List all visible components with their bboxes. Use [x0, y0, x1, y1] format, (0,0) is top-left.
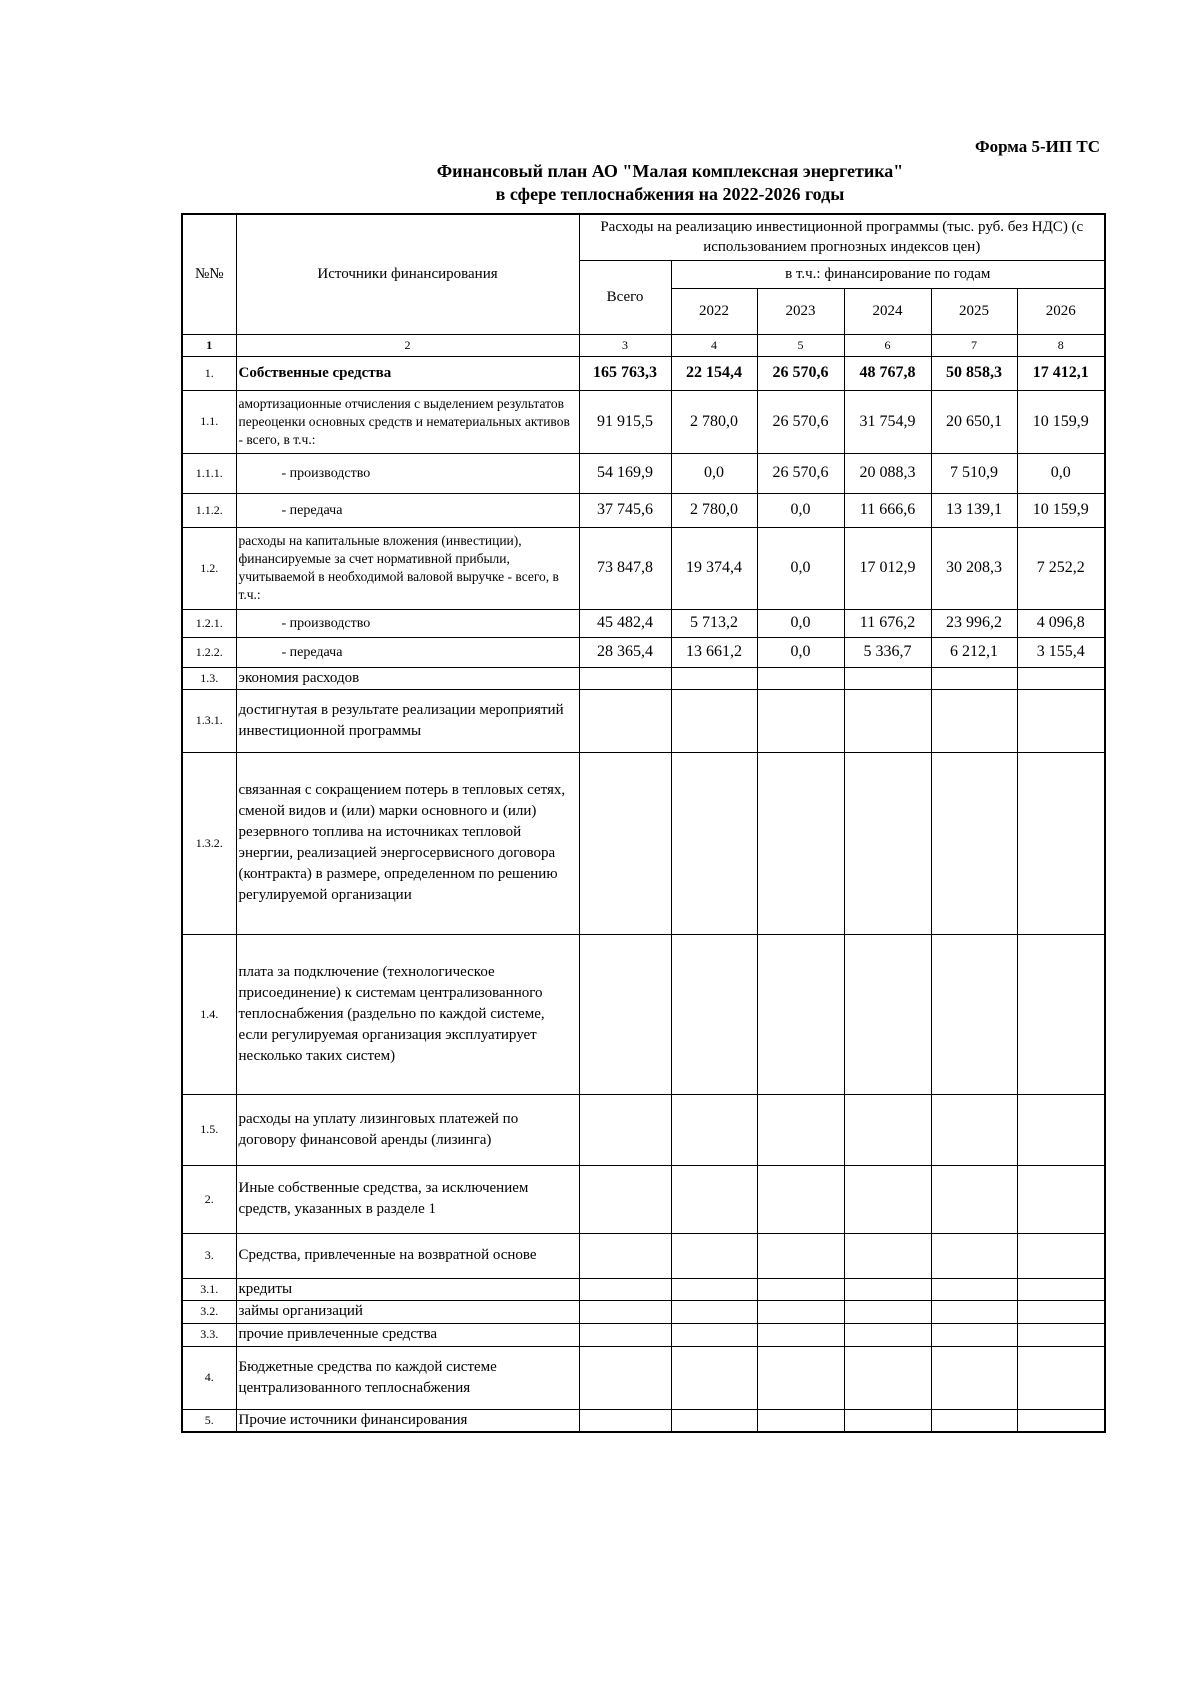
row-value-year: [757, 934, 844, 1094]
document-title: [0, 160, 1200, 206]
row-value-total: [579, 1233, 671, 1278]
row-value-total: [579, 1323, 671, 1346]
table-row: [182, 689, 1105, 752]
col-number: 5: [757, 334, 844, 356]
row-value-year: [931, 1233, 1017, 1278]
row-value-total: 45 482,4: [579, 609, 671, 637]
table-row: [182, 609, 1105, 637]
row-source-name: займы организаций: [236, 1300, 579, 1323]
row-value-year: 0,0: [757, 527, 844, 609]
row-value-year: [844, 667, 931, 689]
row-value-year: [931, 934, 1017, 1094]
row-value-year: 0,0: [671, 453, 757, 493]
row-value-year: [931, 1278, 1017, 1300]
row-value-year: 7 510,9: [931, 453, 1017, 493]
row-number: 1.: [182, 356, 236, 390]
col-number: 4: [671, 334, 757, 356]
row-value-year: [844, 752, 931, 934]
row-value-year: 11 676,2: [844, 609, 931, 637]
row-value-year: 31 754,9: [844, 390, 931, 453]
row-value-year: 11 666,6: [844, 493, 931, 527]
row-number: 1.4.: [182, 934, 236, 1094]
row-number: 1.3.1.: [182, 689, 236, 752]
table-row: [182, 1409, 1105, 1432]
row-value-year: [931, 1165, 1017, 1233]
table-row: [182, 527, 1105, 609]
row-value-year: [671, 1094, 757, 1165]
row-number: 1.2.: [182, 527, 236, 609]
row-number: 1.2.1.: [182, 609, 236, 637]
row-value-year: [1017, 1094, 1105, 1165]
row-number: 1.5.: [182, 1094, 236, 1165]
row-value-year: 5 713,2: [671, 609, 757, 637]
row-value-year: [1017, 689, 1105, 752]
title-line-2: в сфере теплоснабжения на 2022-2026 годы: [495, 184, 845, 204]
row-value-year: 0,0: [757, 637, 844, 667]
header-year-2024: 2024: [844, 288, 931, 334]
row-source-name: - производство: [236, 453, 579, 493]
table-row: [182, 356, 1105, 390]
row-value-total: [579, 934, 671, 1094]
row-value-year: 2 780,0: [671, 493, 757, 527]
table-row: [182, 667, 1105, 689]
row-source-name: расходы на уплату лизинговых платежей по договору финансовой аренды (лизинга): [236, 1094, 579, 1165]
row-value-year: [931, 1409, 1017, 1432]
row-value-year: [844, 1278, 931, 1300]
row-source-name: Средства, привлеченные на возвратной основе: [236, 1233, 579, 1278]
table-row: [182, 1346, 1105, 1409]
row-value-year: [844, 1165, 931, 1233]
col-number: 7: [931, 334, 1017, 356]
row-source-name: плата за подключение (технологическое присоединение) к системам централизованного теплоснабжения (раздельно по каждой системе, если регулируемая организация эксплуатирует несколько таких систем): [236, 934, 579, 1094]
row-value-year: [931, 1346, 1017, 1409]
row-value-year: [1017, 1409, 1105, 1432]
row-value-total: [579, 1300, 671, 1323]
row-value-year: [844, 1094, 931, 1165]
row-source-name: экономия расходов: [236, 667, 579, 689]
row-source-name: связанная с сокращением потерь в тепловых сетях, сменой видов и (или) марки основного и (или) резервного топлива на источниках тепловой энергии, реализацией энергосервисного договора (контракта) в размере, определенном по решению регулируемой организации: [236, 752, 579, 934]
row-source-name: - передача: [236, 493, 579, 527]
table-row: [182, 1165, 1105, 1233]
row-value-year: [1017, 934, 1105, 1094]
row-source-name: Бюджетные средства по каждой системе централизованного теплоснабжения: [236, 1346, 579, 1409]
row-value-year: [757, 1323, 844, 1346]
row-value-total: [579, 667, 671, 689]
row-value-year: 26 570,6: [757, 453, 844, 493]
row-value-total: [579, 752, 671, 934]
table-row: [182, 1094, 1105, 1165]
row-value-year: 19 374,4: [671, 527, 757, 609]
header-year-2022: 2022: [671, 288, 757, 334]
row-value-year: [757, 667, 844, 689]
row-value-total: [579, 1278, 671, 1300]
row-value-year: 7 252,2: [1017, 527, 1105, 609]
row-value-year: [671, 689, 757, 752]
row-value-year: [757, 1165, 844, 1233]
row-value-year: [1017, 667, 1105, 689]
row-source-name: амортизационные отчисления с выделением результатов переоценки основных средств и нематериальных активов - всего, в т.ч.:: [236, 390, 579, 453]
header-year-2025: 2025: [931, 288, 1017, 334]
row-value-year: [931, 752, 1017, 934]
row-value-year: [671, 1165, 757, 1233]
row-value-year: [671, 1233, 757, 1278]
row-value-year: [671, 752, 757, 934]
row-value-year: [1017, 1323, 1105, 1346]
row-value-total: 91 915,5: [579, 390, 671, 453]
row-value-year: [757, 1233, 844, 1278]
row-value-year: 10 159,9: [1017, 390, 1105, 453]
row-number: 3.2.: [182, 1300, 236, 1323]
row-value-total: [579, 689, 671, 752]
header-by-years: в т.ч.: финансирование по годам: [671, 260, 1105, 288]
row-value-year: [931, 1323, 1017, 1346]
row-value-year: [1017, 752, 1105, 934]
col-number: 2: [236, 334, 579, 356]
table-row: [182, 637, 1105, 667]
table-row: [182, 1300, 1105, 1323]
col-number: 1: [182, 334, 236, 356]
row-value-year: [757, 752, 844, 934]
title-line-1: Финансовый план АО "Малая комплексная энергетика": [436, 161, 904, 181]
row-number: 3.1.: [182, 1278, 236, 1300]
header-year-2023: 2023: [757, 288, 844, 334]
row-source-name: - производство: [236, 609, 579, 637]
row-value-year: 20 650,1: [931, 390, 1017, 453]
row-value-year: [1017, 1278, 1105, 1300]
table-row: [182, 1323, 1105, 1346]
row-value-year: [671, 1278, 757, 1300]
row-value-year: [671, 1409, 757, 1432]
row-source-name: Собственные средства: [236, 356, 579, 390]
row-value-year: [931, 1300, 1017, 1323]
financial-plan-table: [181, 213, 1106, 1433]
row-value-year: [1017, 1165, 1105, 1233]
row-value-year: [931, 689, 1017, 752]
col-number: 6: [844, 334, 931, 356]
row-value-year: 30 208,3: [931, 527, 1017, 609]
row-value-year: 17 012,9: [844, 527, 931, 609]
row-value-year: [844, 1233, 931, 1278]
row-number: 3.: [182, 1233, 236, 1278]
row-value-year: [1017, 1233, 1105, 1278]
row-value-year: [671, 667, 757, 689]
row-value-year: [671, 934, 757, 1094]
row-number: 1.1.1.: [182, 453, 236, 493]
row-value-total: 28 365,4: [579, 637, 671, 667]
row-value-year: [757, 1300, 844, 1323]
row-value-year: [757, 1409, 844, 1432]
row-value-year: 2 780,0: [671, 390, 757, 453]
table-row: [182, 752, 1105, 934]
row-value-year: [931, 667, 1017, 689]
row-value-total: 73 847,8: [579, 527, 671, 609]
row-value-year: 4 096,8: [1017, 609, 1105, 637]
row-source-name: достигнутая в результате реализации мероприятий инвестиционной программы: [236, 689, 579, 752]
row-value-year: [844, 1323, 931, 1346]
row-value-year: [757, 1346, 844, 1409]
row-value-year: [1017, 1346, 1105, 1409]
table-row: [182, 934, 1105, 1094]
row-value-total: 165 763,3: [579, 356, 671, 390]
row-value-year: [671, 1300, 757, 1323]
row-value-year: 50 858,3: [931, 356, 1017, 390]
table-row: [182, 390, 1105, 453]
row-value-total: [579, 1165, 671, 1233]
col-number: 8: [1017, 334, 1105, 356]
row-number: 1.1.: [182, 390, 236, 453]
row-value-year: 0,0: [1017, 453, 1105, 493]
row-source-name: кредиты: [236, 1278, 579, 1300]
row-value-year: [1017, 1300, 1105, 1323]
row-number: 1.1.2.: [182, 493, 236, 527]
table-row: [182, 1278, 1105, 1300]
row-value-total: [579, 1094, 671, 1165]
form-label: Форма 5-ИП ТС: [975, 137, 1100, 156]
row-number: 2.: [182, 1165, 236, 1233]
row-value-year: [844, 1300, 931, 1323]
row-value-total: 54 169,9: [579, 453, 671, 493]
table-row: [182, 453, 1105, 493]
row-value-year: [844, 1409, 931, 1432]
row-value-year: 20 088,3: [844, 453, 931, 493]
row-number: 1.2.2.: [182, 637, 236, 667]
row-value-year: 48 767,8: [844, 356, 931, 390]
row-number: 1.3.2.: [182, 752, 236, 934]
row-value-year: 26 570,6: [757, 356, 844, 390]
row-value-year: 0,0: [757, 493, 844, 527]
row-value-year: [757, 1094, 844, 1165]
table-row: [182, 493, 1105, 527]
col-number: 3: [579, 334, 671, 356]
header-year-2026: 2026: [1017, 288, 1105, 334]
row-value-year: [844, 934, 931, 1094]
row-value-year: 26 570,6: [757, 390, 844, 453]
header-total: Всего: [579, 260, 671, 334]
row-source-name: - передача: [236, 637, 579, 667]
row-value-year: 0,0: [757, 609, 844, 637]
row-source-name: прочие привлеченные средства: [236, 1323, 579, 1346]
row-source-name: Иные собственные средства, за исключением средств, указанных в разделе 1: [236, 1165, 579, 1233]
row-value-year: 10 159,9: [1017, 493, 1105, 527]
row-value-year: 3 155,4: [1017, 637, 1105, 667]
row-number: 4.: [182, 1346, 236, 1409]
row-value-year: 13 661,2: [671, 637, 757, 667]
row-value-total: [579, 1409, 671, 1432]
row-value-year: [671, 1346, 757, 1409]
row-value-year: 23 996,2: [931, 609, 1017, 637]
row-value-year: 17 412,1: [1017, 356, 1105, 390]
row-number: 5.: [182, 1409, 236, 1432]
row-source-name: расходы на капитальные вложения (инвестиции), финансируемые за счет нормативной прибыли, учитываемой в необходимой валовой выручке - всего, в т.ч.:: [236, 527, 579, 609]
header-num: №№: [182, 214, 236, 334]
column-numbers-row: [182, 334, 1105, 356]
row-value-year: [844, 689, 931, 752]
row-value-year: [757, 689, 844, 752]
row-number: 1.3.: [182, 667, 236, 689]
row-value-year: [931, 1094, 1017, 1165]
row-value-year: 5 336,7: [844, 637, 931, 667]
header-source: Источники финансирования: [236, 214, 579, 334]
row-source-name: Прочие источники финансирования: [236, 1409, 579, 1432]
row-value-year: 22 154,4: [671, 356, 757, 390]
row-value-year: [757, 1278, 844, 1300]
row-value-year: 6 212,1: [931, 637, 1017, 667]
row-value-year: [844, 1346, 931, 1409]
row-value-total: [579, 1346, 671, 1409]
row-value-year: [671, 1323, 757, 1346]
row-number: 3.3.: [182, 1323, 236, 1346]
row-value-total: 37 745,6: [579, 493, 671, 527]
header-expenses: Расходы на реализацию инвестиционной программы (тыс. руб. без НДС) (с использованием прогнозных индексов цен): [579, 214, 1105, 260]
row-value-year: 13 139,1: [931, 493, 1017, 527]
table-row: [182, 1233, 1105, 1278]
